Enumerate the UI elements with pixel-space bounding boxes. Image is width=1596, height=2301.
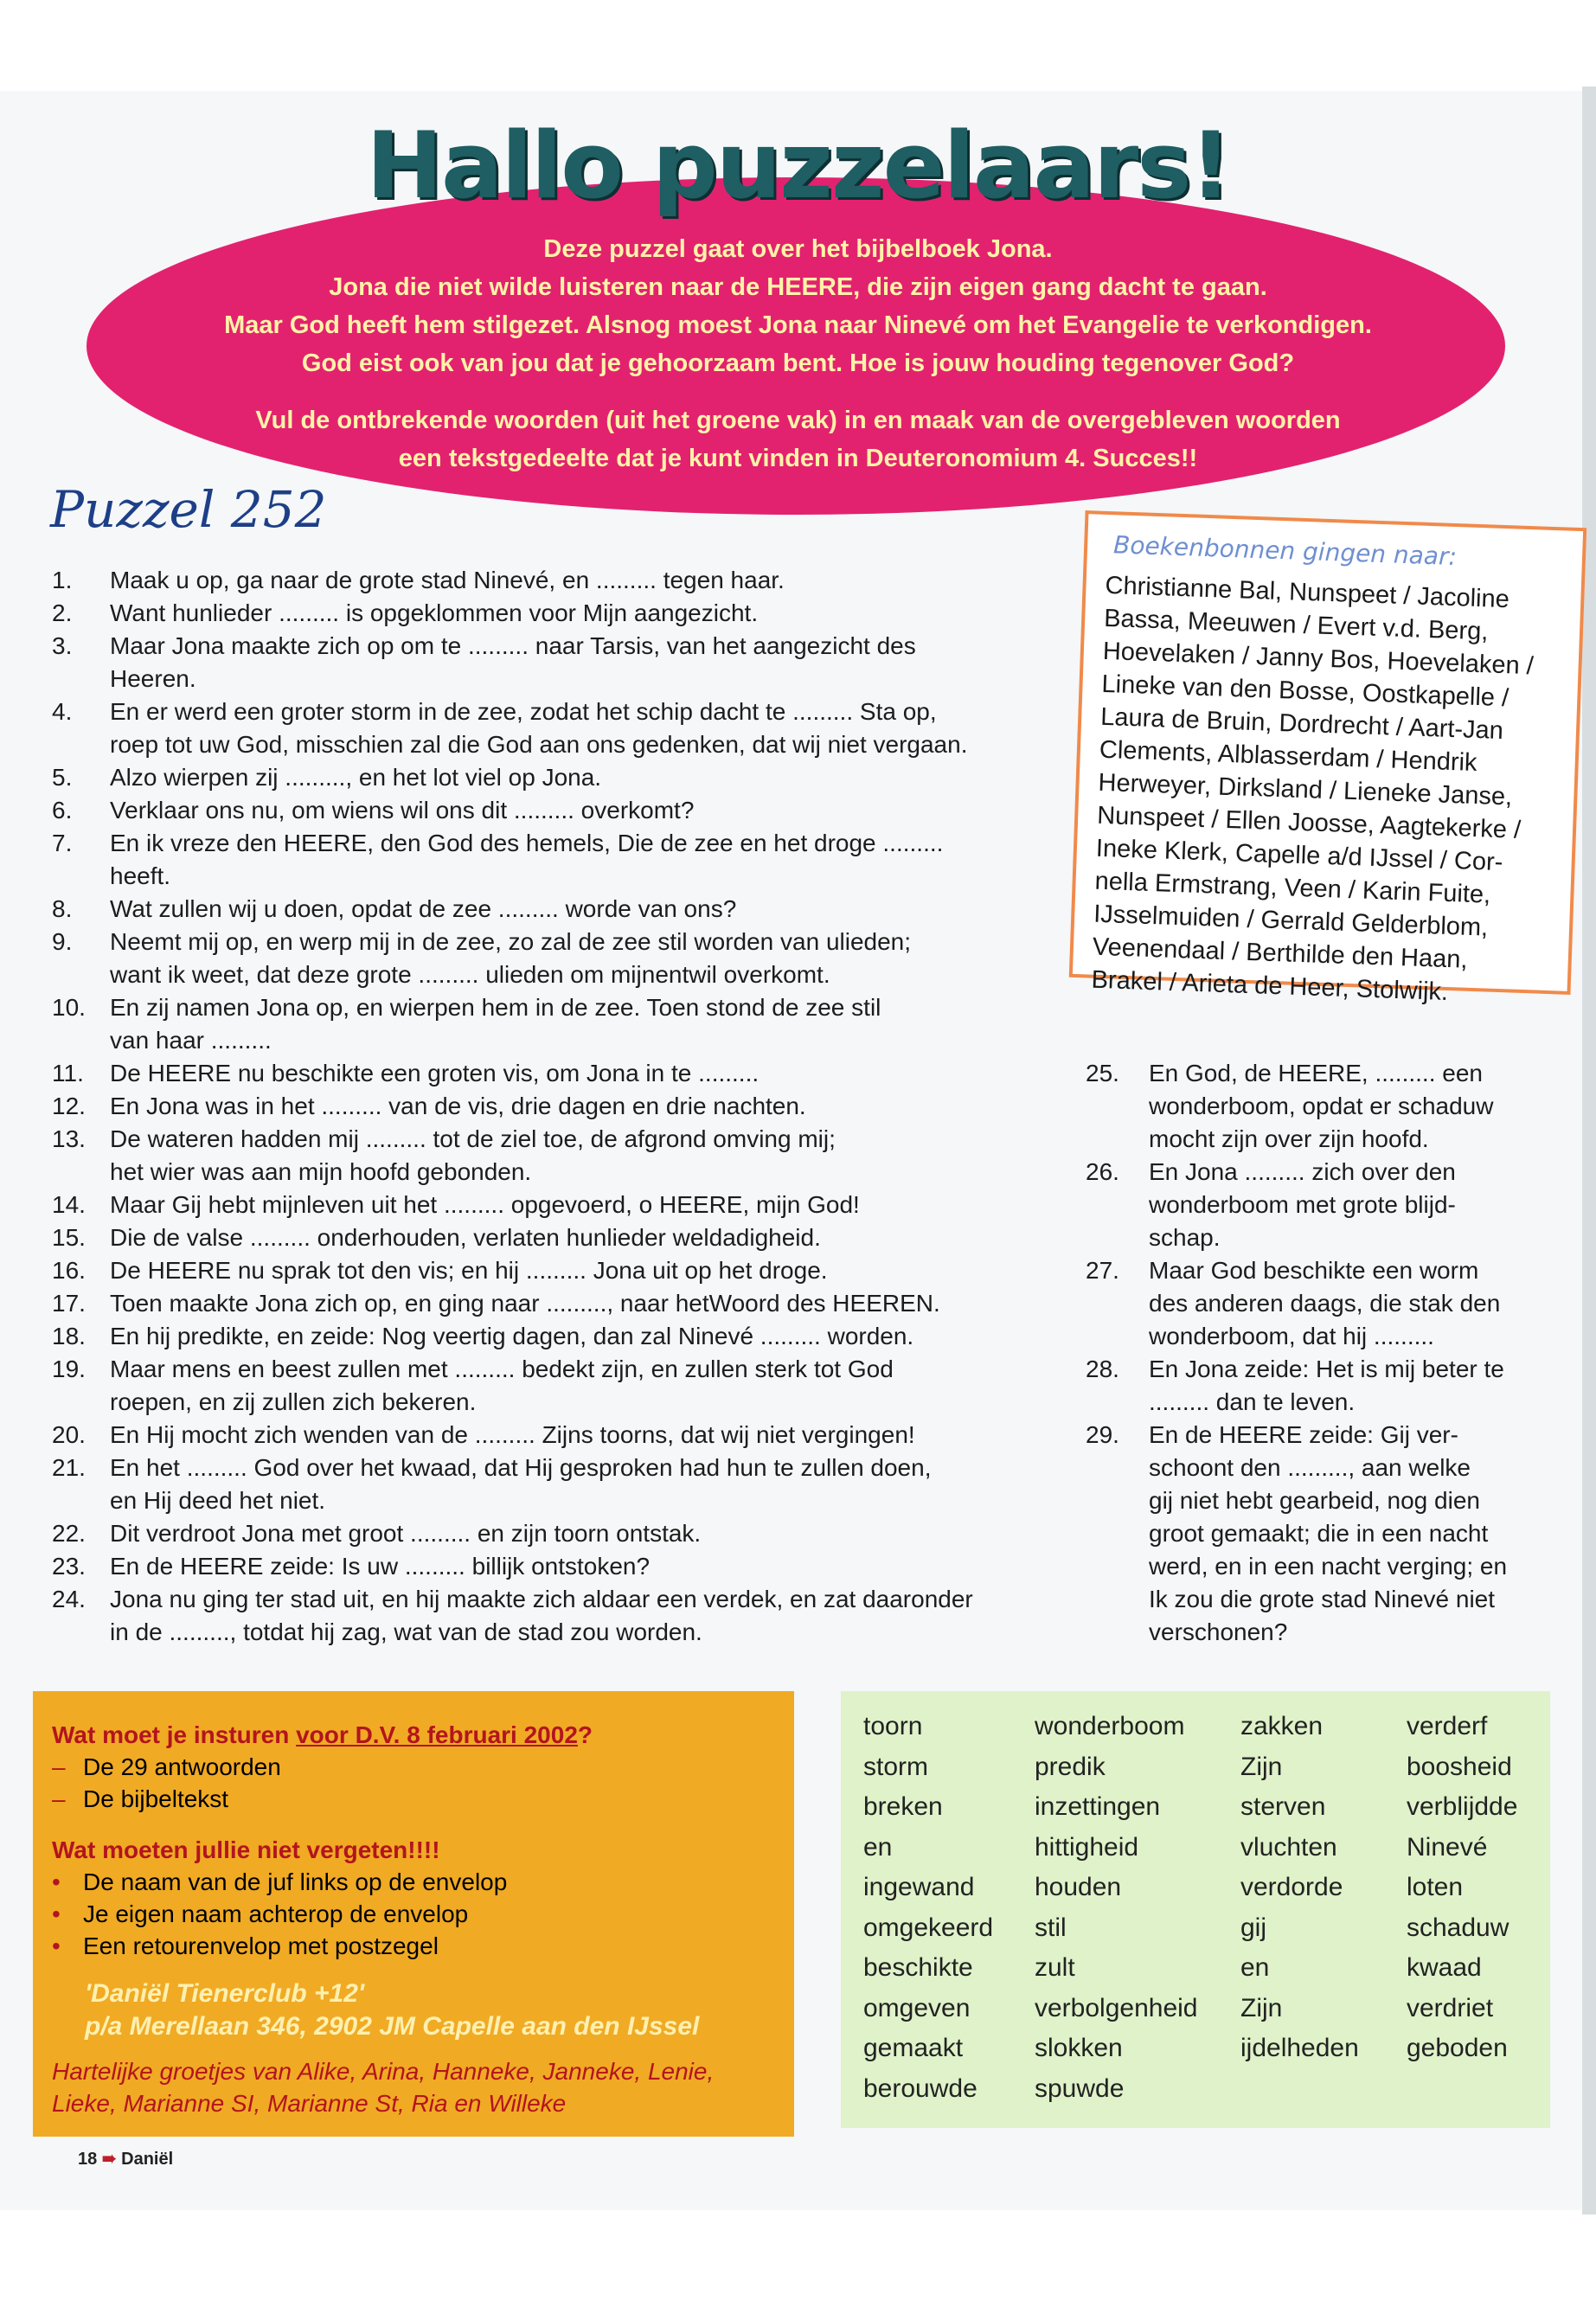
word-bank-word: verdorde	[1240, 1873, 1343, 1901]
winner-line: Herweyer, Dirksland / Lieneke Janse,	[1098, 768, 1513, 811]
word-bank-word: omgekeerd	[863, 1913, 994, 1942]
word-bank-word: stil	[1035, 1913, 1067, 1942]
submission-box	[33, 1691, 794, 2137]
winner-line: Nunspeet / Ellen Joosse, Aagtekerke /	[1096, 801, 1522, 844]
question-item	[52, 827, 1038, 893]
question-line: des anderen daags, die stak den	[1149, 1290, 1501, 1317]
puzzle-title: Puzzel 252	[50, 480, 327, 539]
question-number: 24.	[52, 1586, 86, 1612]
word-bank-grid	[863, 1707, 1550, 2109]
question-text	[1149, 1254, 1535, 1353]
winner-line: Laura de Bruin, Dordrecht / Aart-Jan	[1099, 702, 1504, 746]
winner-line: Christianne Bal, Nunspeet / Jacoline	[1105, 571, 1510, 614]
question-item	[52, 761, 1038, 794]
word-bank-word: schaduw	[1407, 1913, 1509, 1942]
question-item	[52, 794, 1038, 827]
winner-line: Ineke Klerk, Capelle a/d IJssel / Cor-	[1095, 834, 1503, 877]
word-bank-word: slokken	[1035, 2034, 1123, 2062]
question-line: Maar mens en beest zullen met ......... bedekt zijn, en zullen sterk tot God	[110, 1356, 894, 1382]
bullet-marker: •	[52, 1932, 61, 1959]
question-line: wonderboom, opdat er schaduw	[1149, 1093, 1494, 1119]
question-line: En de HEERE zeide: Is uw ......... billijk ontstoken?	[110, 1553, 651, 1580]
question-item	[52, 564, 1038, 597]
question-number: 20.	[52, 1421, 86, 1448]
questions-list-right	[1086, 1057, 1535, 1649]
word-bank-word: wonderboom	[1035, 1712, 1185, 1740]
question-item	[52, 1550, 1038, 1583]
page-edge	[1582, 87, 1596, 2214]
word-bank-box	[841, 1691, 1550, 2128]
question-number: 23.	[52, 1553, 86, 1580]
question-text	[110, 893, 1038, 926]
question-item	[52, 630, 1038, 695]
question-text	[110, 630, 1038, 695]
question-number: 27.	[1086, 1257, 1119, 1284]
question-line: Jona nu ging ter stad uit, en hij maakte zich aldaar een verdek, en zat daaronder	[110, 1586, 973, 1612]
question-number: 17.	[52, 1290, 86, 1317]
question-item	[52, 1221, 1038, 1254]
question-text	[110, 1254, 1038, 1287]
intro-line: Maar God heeft hem stilgezet. Alsnog moest Jona naar Ninevé om het Evangelie te verkondigen.	[224, 311, 1372, 339]
question-number: 3.	[52, 632, 73, 659]
question-line: Maar Gij hebt mijnleven uit het ......... opgevoerd, o HEERE, mijn God!	[110, 1191, 860, 1218]
submit-heading-text: Wat moet je insturen	[52, 1721, 297, 1748]
question-item	[52, 1517, 1038, 1550]
question-line: En zij namen Jona op, en wierpen hem in de zee. Toen stond de zee stil	[110, 994, 881, 1021]
question-text	[110, 761, 1038, 794]
question-text	[110, 1287, 1038, 1320]
winner-line: Hoevelaken / Janny Bos, Hoevelaken /	[1102, 637, 1535, 681]
question-number: 26.	[1086, 1158, 1119, 1185]
regards-text	[52, 2055, 775, 2119]
submit-item	[52, 1783, 775, 1815]
word-bank-word	[1240, 2069, 1407, 2110]
question-item	[52, 1123, 1038, 1189]
word-bank-word: zakken	[1240, 1712, 1324, 1740]
question-line: En Hij mocht zich wenden van de ......... Zijns toorns, dat wij niet vergingen!	[110, 1421, 915, 1448]
questions-list-left	[52, 564, 1038, 1649]
word-bank-word: ingewand	[863, 1873, 975, 1901]
mailing-address	[85, 1977, 775, 2043]
question-number: 5.	[52, 764, 73, 791]
question-item	[1086, 1156, 1535, 1254]
submit-heading-suffix: ?	[577, 1721, 593, 1748]
deadline-text: voor D.V. 8 februari 2002	[296, 1721, 578, 1748]
intro-line: Jona die niet wilde luisteren naar de HEERE, die zijn eigen gang dacht te gaan.	[329, 273, 1267, 301]
question-line: wonderboom, dat hij .........	[1149, 1323, 1434, 1349]
winner-line: Clements, Alblasserdam / Hendrik	[1099, 735, 1478, 778]
question-line: heeft.	[110, 862, 171, 889]
submit-heading	[52, 1719, 775, 1751]
question-text	[110, 1221, 1038, 1254]
question-item	[52, 695, 1038, 761]
dash-marker: –	[52, 1753, 66, 1780]
question-item	[1086, 1419, 1535, 1649]
reminder-items	[52, 1866, 775, 1962]
question-line: verschonen?	[1149, 1618, 1288, 1645]
question-item	[1086, 1353, 1535, 1419]
page-number: 18	[78, 2150, 98, 2169]
question-line: En God, de HEERE, ......... een	[1149, 1060, 1483, 1086]
question-line: Ik zou die grote stad Ninevé niet	[1149, 1586, 1496, 1612]
question-number: 11.	[52, 1060, 84, 1086]
question-number: 25.	[1086, 1060, 1119, 1086]
question-text	[110, 1550, 1038, 1583]
word-bank-word: storm	[863, 1752, 928, 1781]
word-bank-word: geboden	[1407, 2034, 1508, 2062]
question-text	[110, 1090, 1038, 1123]
question-line: Dit verdroot Jona met groot ......... en zijn toorn ontstak.	[110, 1520, 702, 1547]
question-text	[1149, 1353, 1535, 1419]
word-bank-word: verderf	[1407, 1712, 1488, 1740]
word-bank-word: verbolgenheid	[1035, 1993, 1198, 2022]
winner-line: IJsselmuiden / Gerrald Gelderblom,	[1093, 900, 1489, 942]
question-line: Maar God beschikte een worm	[1149, 1257, 1479, 1284]
question-item	[52, 1189, 1038, 1221]
question-line: Die de valse ......... onderhouden, verlaten hunlieder weldadigheid.	[110, 1224, 821, 1251]
question-item	[52, 1419, 1038, 1452]
page-title: Hallo puzzelaars!	[366, 112, 1230, 219]
question-line: En het ......... God over het kwaad, dat Hij gesproken had hun te zullen doen,	[110, 1454, 932, 1481]
question-text	[110, 1419, 1038, 1452]
question-number: 4.	[52, 698, 73, 725]
question-line: Verklaar ons nu, om wiens wil ons dit ......... overkomt?	[110, 797, 695, 824]
question-number: 13.	[52, 1125, 86, 1152]
question-line: En Jona was in het ......... van de vis, drie dagen en drie nachten.	[110, 1093, 806, 1119]
question-line: En ik vreze den HEERE, den God des hemels, Die de zee en het droge .........	[110, 830, 944, 856]
question-line: Toen maakte Jona zich op, en ging naar ........., naar hetWoord des HEEREN.	[110, 1290, 940, 1317]
word-bank-word: kwaad	[1407, 1953, 1482, 1982]
intro-line: Deze puzzel gaat over het bijbelboek Jona.	[543, 235, 1053, 263]
question-number: 1.	[52, 567, 73, 593]
word-bank-word: houden	[1035, 1873, 1122, 1901]
address-line: 'Daniël Tienerclub +12'	[85, 1979, 365, 2008]
magazine-name: Daniël	[121, 2150, 174, 2169]
word-bank-word: predik	[1035, 1752, 1106, 1781]
question-number: 21.	[52, 1454, 86, 1481]
question-text	[110, 1123, 1038, 1189]
word-bank-word: en	[863, 1832, 893, 1862]
word-bank-word	[1407, 2069, 1545, 2110]
question-number: 6.	[52, 797, 73, 824]
word-bank-word: vluchten	[1240, 1832, 1337, 1862]
winner-line: Veenendaal / Berthilde den Haan,	[1092, 933, 1469, 974]
question-line: schoont den ........., aan welke	[1149, 1454, 1471, 1481]
question-number: 2.	[52, 599, 73, 626]
dash-marker: –	[52, 1785, 66, 1812]
submit-item-text: De bijbeltekst	[83, 1785, 229, 1812]
question-line: Wat zullen wij u doen, opdat de zee ......... worde van ons?	[110, 895, 737, 922]
word-bank-word: loten	[1407, 1873, 1464, 1901]
question-item	[52, 597, 1038, 630]
reminder-item-text: De naam van de juf links op de envelop	[83, 1868, 508, 1895]
question-item	[52, 1057, 1038, 1090]
winners-box	[1069, 510, 1586, 1007]
submit-items	[52, 1751, 775, 1815]
question-text	[1149, 1156, 1535, 1254]
question-text	[110, 564, 1038, 597]
question-item	[1086, 1254, 1535, 1353]
question-line: De wateren hadden mij ......... tot de ziel toe, de afgrond omving mij;	[110, 1125, 836, 1152]
word-bank-word: boosheid	[1407, 1752, 1512, 1781]
arrow-icon: ➠	[101, 2150, 117, 2169]
word-bank-word: Zijn	[1240, 1993, 1283, 2022]
question-line: en Hij deed het niet.	[110, 1487, 326, 1514]
reminder-item	[52, 1930, 775, 1962]
question-line: En hij predikte, en zeide: Nog veertig dagen, dan zal Ninevé ......... worden.	[110, 1323, 914, 1349]
reminder-item-text: Een retourenvelop met postzegel	[83, 1932, 439, 1959]
question-number: 7.	[52, 830, 73, 856]
question-item	[52, 1090, 1038, 1123]
question-item	[52, 1452, 1038, 1517]
question-line: Maak u op, ga naar de grote stad Ninevé, en ......... tegen haar.	[110, 567, 785, 593]
word-bank-word: verblijdde	[1407, 1792, 1518, 1821]
question-number: 16.	[52, 1257, 86, 1284]
question-line: Maar Jona maakte zich op om te ......... naar Tarsis, van het aangezicht des	[110, 632, 916, 659]
question-text	[1149, 1057, 1535, 1156]
question-item	[1086, 1057, 1535, 1156]
reminder-item	[52, 1866, 775, 1898]
word-bank-word: sterven	[1240, 1792, 1326, 1821]
bullet-marker: •	[52, 1900, 61, 1927]
winners-heading: Boekenbonnen gingen naar:	[1112, 530, 1458, 572]
question-line: groot gemaakt; die in een nacht	[1149, 1520, 1489, 1547]
question-line: mocht zijn over zijn hoofd.	[1149, 1125, 1429, 1152]
word-bank-word: spuwde	[1035, 2073, 1125, 2103]
question-line: werd, en in een nacht verging; en	[1149, 1553, 1508, 1580]
winner-line: nella Ermstrang, Veen / Karin Fuite,	[1094, 867, 1491, 909]
question-line: roepen, en zij zullen zich bekeren.	[110, 1388, 477, 1415]
word-bank-word: verdriet	[1407, 1993, 1494, 2022]
question-number: 15.	[52, 1224, 86, 1251]
word-bank-word: berouwde	[863, 2073, 977, 2103]
regards-line: Lieke, Marianne SI, Marianne St, Ria en Willeke	[52, 2090, 567, 2117]
question-line: Neemt mij op, en werp mij in de zee, zo zal de zee stil worden van ulieden;	[110, 928, 912, 955]
question-item	[52, 1320, 1038, 1353]
question-line: wonderboom met grote blijd-	[1149, 1191, 1456, 1218]
word-bank-word: gemaakt	[863, 2034, 964, 2062]
address-line: p/a Merellaan 346, 2902 JM Capelle aan den IJssel	[85, 2012, 700, 2041]
question-item	[52, 893, 1038, 926]
question-number: 19.	[52, 1356, 86, 1382]
question-line: roep tot uw God, misschien zal die God aan ons gedenken, dat wij niet vergaan.	[110, 731, 968, 758]
question-line: En de HEERE zeide: Gij ver-	[1149, 1421, 1458, 1448]
winner-line: Brakel / Arieta de Heer, Stolwijk.	[1091, 965, 1449, 1007]
word-bank-word: omgeven	[863, 1993, 971, 2022]
reminder-item-text: Je eigen naam achterop de envelop	[83, 1900, 469, 1927]
word-bank-word: breken	[863, 1792, 943, 1821]
question-number: 12.	[52, 1093, 86, 1119]
question-item	[52, 1583, 1038, 1649]
question-line: in de ........., totdat hij zag, wat van de stad zou worden.	[110, 1618, 702, 1645]
word-bank-word: toorn	[863, 1712, 923, 1740]
bullet-marker: •	[52, 1868, 61, 1895]
question-line: gij niet hebt gearbeid, nog dien	[1149, 1487, 1480, 1514]
question-text	[110, 827, 1038, 893]
question-text	[110, 794, 1038, 827]
question-item	[52, 991, 1038, 1057]
word-bank-word: zult	[1035, 1953, 1075, 1982]
word-bank-word: ijdelheden	[1240, 2034, 1359, 2062]
question-line: En Jona zeide: Het is mij beter te	[1149, 1356, 1504, 1382]
question-text	[110, 695, 1038, 761]
question-item	[52, 926, 1038, 991]
instruction-line: Vul de ontbrekende woorden (uit het groene vak) in en maak van de overgebleven woorden	[255, 407, 1341, 434]
question-line: want ik weet, dat deze grote ......... ulieden om mijnentwil overkomt.	[110, 961, 830, 988]
winners-names	[1091, 569, 1562, 1012]
submit-item-text: De 29 antwoorden	[83, 1753, 281, 1780]
reminder-heading: Wat moeten jullie niet vergeten!!!!	[52, 1836, 440, 1863]
question-text	[110, 597, 1038, 630]
question-line: ......... dan te leven.	[1149, 1388, 1356, 1415]
question-text	[110, 1320, 1038, 1353]
question-text	[110, 1353, 1038, 1419]
page-footer	[78, 2148, 173, 2170]
question-text	[110, 1517, 1038, 1550]
submit-item	[52, 1751, 775, 1783]
question-text	[1149, 1419, 1535, 1649]
question-line: En er werd een groter storm in de zee, zodat het schip dacht te ......... Sta op,	[110, 698, 937, 725]
question-number: 10.	[52, 994, 86, 1021]
question-line: De HEERE nu sprak tot den vis; en hij ......... Jona uit op het droge.	[110, 1257, 828, 1284]
question-line: Want hunlieder ......... is opgeklommen voor Mijn aangezicht.	[110, 599, 759, 626]
question-number: 28.	[1086, 1356, 1119, 1382]
question-number: 14.	[52, 1191, 86, 1218]
question-number: 22.	[52, 1520, 86, 1547]
word-bank-word: en	[1240, 1953, 1270, 1982]
question-line: het wier was aan mijn hoofd gebonden.	[110, 1158, 532, 1185]
question-item	[52, 1353, 1038, 1419]
question-line: De HEERE nu beschikte een groten vis, om Jona in te .........	[110, 1060, 760, 1086]
word-bank-word: hittigheid	[1035, 1832, 1139, 1862]
word-bank-word: Zijn	[1240, 1752, 1283, 1781]
regards-line: Hartelijke groetjes van Alike, Arina, Hanneke, Janneke, Lenie,	[52, 2058, 715, 2085]
question-text	[110, 926, 1038, 991]
word-bank-word: inzettingen	[1035, 1792, 1161, 1821]
question-text	[110, 991, 1038, 1057]
question-number: 18.	[52, 1323, 86, 1349]
question-number: 29.	[1086, 1421, 1119, 1448]
question-text	[110, 1057, 1038, 1090]
question-item	[52, 1254, 1038, 1287]
intro-line: God eist ook van jou dat je gehoorzaam bent. Hoe is jouw houding tegenover God?	[301, 349, 1295, 377]
reminder-item	[52, 1898, 775, 1930]
question-line: schap.	[1149, 1224, 1221, 1251]
question-line: van haar .........	[110, 1027, 272, 1054]
question-line: En Jona ......... zich over den	[1149, 1158, 1456, 1185]
question-text	[110, 1189, 1038, 1221]
question-number: 9.	[52, 928, 73, 955]
winner-line: Bassa, Meeuwen / Evert v.d. Berg,	[1103, 604, 1489, 646]
intro-text	[130, 230, 1466, 478]
instruction-line: een tekstgedeelte dat je kunt vinden in Deuteronomium 4. Succes!!	[398, 445, 1198, 472]
word-bank-word: gij	[1240, 1913, 1267, 1942]
winner-line: Lineke van den Bosse, Oostkapelle /	[1101, 670, 1509, 713]
question-text	[110, 1452, 1038, 1517]
word-bank-word: beschikte	[863, 1953, 973, 1982]
question-item	[52, 1287, 1038, 1320]
question-text	[110, 1583, 1038, 1649]
question-line: Heeren.	[110, 665, 196, 692]
question-number: 8.	[52, 895, 73, 922]
question-line: Alzo wierpen zij ........., en het lot viel op Jona.	[110, 764, 602, 791]
word-bank-word: Ninevé	[1407, 1832, 1488, 1862]
